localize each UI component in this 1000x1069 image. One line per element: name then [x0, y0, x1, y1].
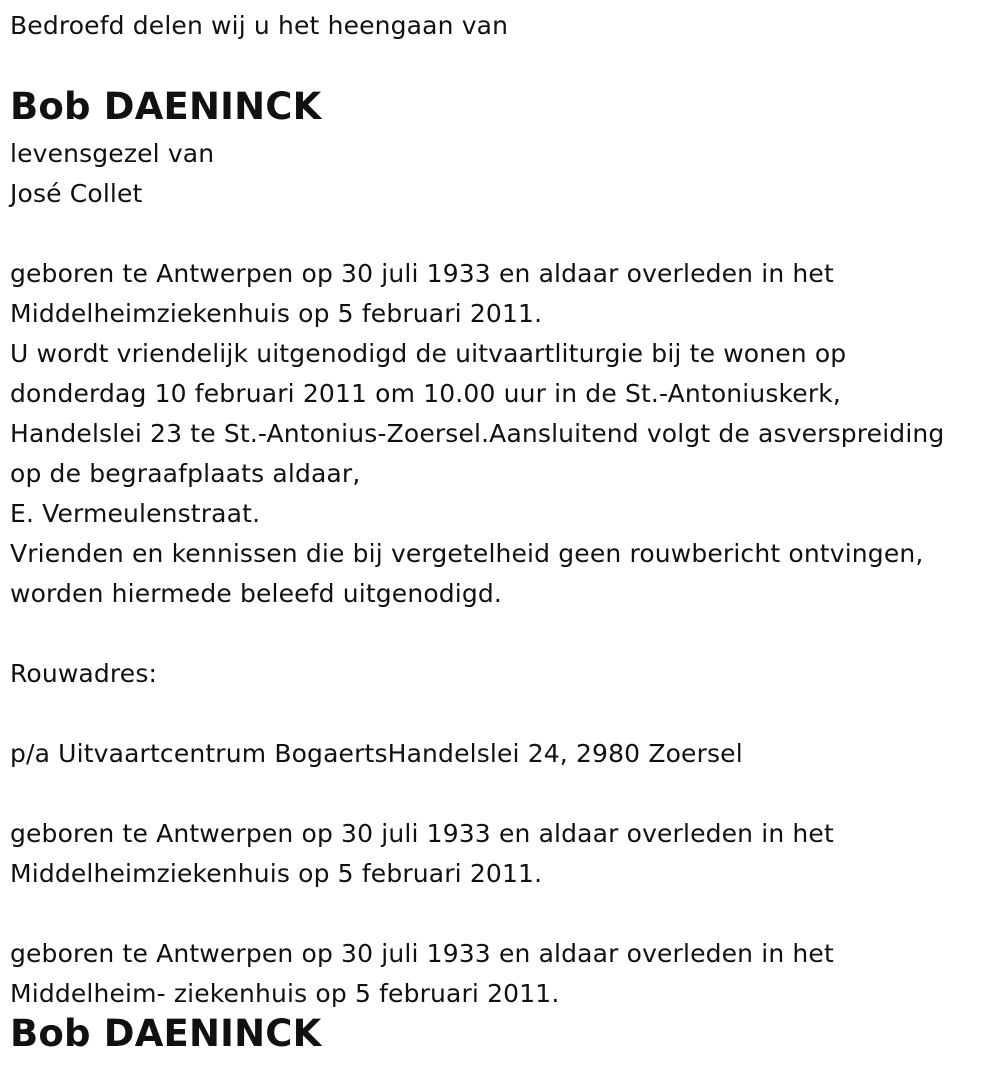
- text-line: Handelslei 23 te St.-Antonius-Zoersel.Aansluitend volgt de asverspreiding: [10, 419, 945, 448]
- partner-line: levensgezel van: [10, 139, 215, 168]
- text-line: geboren te Antwerpen op 30 juli 1933 en aldaar overleden in het: [10, 259, 834, 288]
- text-line: geboren te Antwerpen op 30 juli 1933 en aldaar overleden in het: [10, 939, 834, 968]
- intro-text: Bedroefd delen wij u het heengaan van: [10, 11, 509, 40]
- partner-name: José Collet: [10, 179, 143, 208]
- text-line: geboren te Antwerpen op 30 juli 1933 en aldaar overleden in het: [10, 819, 834, 848]
- text-line: Middelheim- ziekenhuis op 5 februari 2011.: [10, 979, 560, 1008]
- text-line: op de begraafplaats aldaar,: [10, 459, 361, 488]
- birth-death-repeat-2: [10, 934, 834, 1014]
- text-line: Vrienden en kennissen die bij vergetelheid geen rouwbericht ontvingen,: [10, 539, 924, 568]
- deceased-name: Bob DAENINCK: [10, 85, 322, 128]
- text-line: U wordt vriendelijk uitgenodigd de uitvaartliturgie bij te wonen op: [10, 339, 847, 368]
- rouwadres-label: Rouwadres:: [10, 659, 158, 688]
- partner-block: [10, 134, 214, 214]
- text-line: donderdag 10 februari 2011 om 10.00 uur in de St.-Antoniuskerk,: [10, 379, 841, 408]
- text-line: worden hiermede beleefd uitgenodigd.: [10, 579, 503, 608]
- text-line: Middelheimziekenhuis op 5 februari 2011.: [10, 859, 543, 888]
- main-text-block: [10, 254, 944, 614]
- text-line: Middelheimziekenhuis op 5 februari 2011.: [10, 299, 543, 328]
- birth-death-repeat-1: [10, 814, 834, 894]
- deceased-name-footer: Bob DAENINCK: [10, 1012, 322, 1055]
- text-line: E. Vermeulenstraat.: [10, 499, 261, 528]
- rouwadres-address: p/a Uitvaartcentrum BogaertsHandelslei 24, 2980 Zoersel: [10, 739, 743, 768]
